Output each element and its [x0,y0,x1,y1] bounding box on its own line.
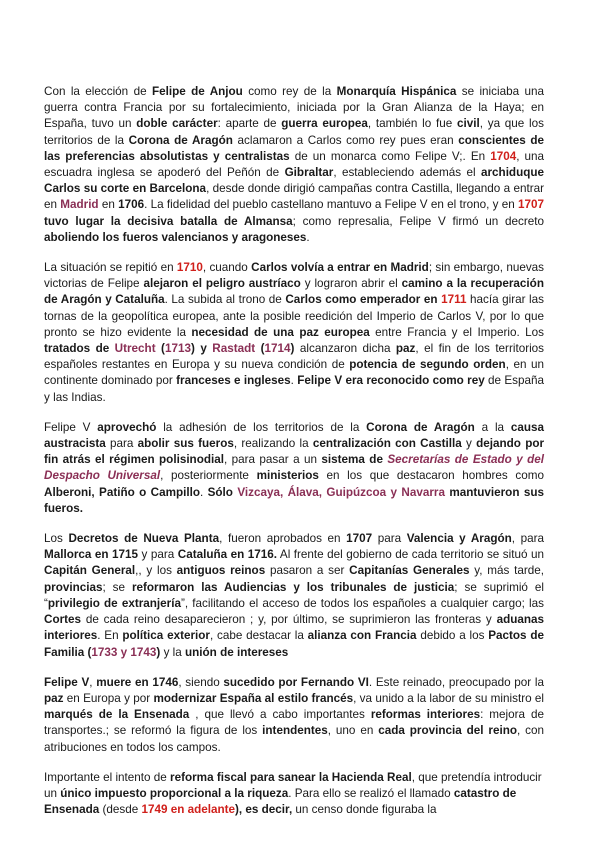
emphasis-text: 1704 [490,149,517,163]
body-text: entre Francia y el Imperio. Los [369,325,544,339]
emphasis-text: Carlos volvía a entrar en Madrid [251,261,429,275]
body-text: , cabe destacar la [209,629,308,643]
body-text: y la [160,645,186,659]
emphasis-text: cada provincia del reino [378,724,518,738]
body-text: la adhesión de los territorios de la [156,420,367,434]
emphasis-text: Valencia y Aragón [406,532,512,546]
body-text: ; sin embargo, nuevas victorias de Felipe [44,261,545,291]
emphasis-text: Pactos de Familia [44,629,544,659]
emphasis-text: paz [44,691,64,705]
emphasis-text: ministerios [256,469,319,483]
emphasis-text: unión de intereses [185,645,289,659]
body-text: , fueron aprobados en [219,532,347,546]
emphasis-text: ( [155,342,165,356]
emphasis-text: antiguos reinos [176,564,266,578]
body-text: . Para ello se realizó el llamado [288,786,454,800]
emphasis-text: catastro de Ensenada [44,786,517,817]
body-text: , con atribuciones en todos los campos. [44,724,545,754]
body-text: a la [474,420,511,434]
paragraph-reforma-fiscal [44,770,544,819]
paragraph-nueva-planta [44,531,544,661]
body-text: (desde [99,803,142,817]
emphasis-text: intendentes [262,724,328,738]
body-text: , una escuadra inglesa se apoderó del Peñón de [44,149,545,180]
body-text: , ya que los territorios de la [44,117,544,147]
emphasis-text: camino a la recuperación de Aragón y Cataluña [44,277,544,307]
emphasis-text: causa austracista [44,420,545,451]
emphasis-text: potencia de segundo orden [349,358,506,372]
emphasis-text: dejando por fin atrás el régimen polisinodial [44,437,545,467]
body-text: , realizando la [233,437,313,451]
body-text: , cuando [202,261,252,275]
emphasis-text: mantuvieron sus fueros. [44,485,544,515]
body-text: Con la elección de [44,85,152,98]
emphasis-text: 1706 [118,198,145,212]
body-text: , para [511,532,544,546]
body-text: Importante el intento de [44,770,171,784]
body-text: : mejora de transportes.; se reformó la figura de los [44,708,545,738]
emphasis-text: Felipe V era reconocido como rey [297,374,485,388]
emphasis-text: ) [156,645,161,659]
emphasis-text: ( [255,342,265,356]
body-text: Al frente del gobierno de cada territorio se situó un [277,548,544,562]
emphasis-text: 1713 [164,342,191,356]
body-text: . La subida al trono de [164,293,286,307]
body-text: . [290,374,298,388]
emphasis-text: ) [290,342,295,356]
emphasis-text: 1714 [264,342,291,356]
body-text: , uno en [327,724,379,738]
body-text: . [306,230,310,244]
emphasis-text: sucedido por Fernando VI [223,675,369,689]
body-text: . La fidelidad del pueblo castellano mantuvo a Felipe V en el trono, y en [144,198,518,212]
emphasis-text: 1749 en adelante [141,803,236,817]
emphasis-text: doble carácter [136,117,218,131]
body-text: ; como represalia, Felipe V firmó un decreto [292,214,544,228]
emphasis-text: Cataluña en 1716. [177,548,278,562]
emphasis-text: Corona de Aragón [366,420,475,434]
body-text: aclamaron a Carlos como rey pues eran [232,133,459,147]
body-text: en los que destacaron hombres como [318,469,544,483]
emphasis-text: franceses e ingleses [176,374,291,388]
emphasis-text: necesidad de una paz europea [191,325,370,339]
body-text: como rey de la [242,85,337,98]
emphasis-text: conscientes de las preferencias absolutistas y centralistas [44,133,544,163]
emphasis-text: centralización con Castilla [312,437,462,451]
emphasis-text: reformaron las Audiencias y los tribunales de justicia [131,580,455,594]
emphasis-text: 1711 [441,293,467,307]
body-text: pasaron a ser [265,564,350,578]
emphasis-text: Utrecht [114,342,156,356]
body-text: , el fin de los territorios españoles restantes en Europa y su nueva condición de [44,342,545,372]
body-text: , que llevó a cabo importantes [189,708,371,722]
emphasis-text: ) y [190,342,213,356]
emphasis-text: 1733 y 1743 [91,645,157,659]
emphasis-text: reforma fiscal para sanear la Hacienda Real [170,770,412,784]
body-text: y para [138,548,178,562]
body-text: , [89,675,97,689]
emphasis-text: Secretarías de Estado y del Despacho Universal [44,453,544,483]
body-text: para [105,437,138,451]
emphasis-text: privilegio de extranjería [47,596,181,610]
emphasis-text: Carlos como emperador en [285,293,442,307]
body-text: de cada reino desaparecieron ; y, por último, se suprimieron las fronteras y [81,613,497,627]
emphasis-text: muere en 1746 [96,675,179,689]
emphasis-text: Madrid [60,198,99,212]
emphasis-text: Felipe V [44,675,90,689]
body-text: de España y las Indias. [44,374,544,404]
emphasis-text: tuvo lugar la decisiva batalla de Almansa [44,214,293,228]
emphasis-text: Cortes [44,613,82,627]
emphasis-text: paz [395,342,416,356]
emphasis-text: marqués de la Ensenada [44,708,190,722]
body-text: , posteriormente [160,469,257,483]
emphasis-text: Gibraltar [284,166,334,180]
body-text: . En [97,629,123,643]
body-text: , desde donde dirigió campañas contra Castilla, llegando a entrar en [44,182,544,212]
emphasis-text: tratados de [44,342,115,356]
emphasis-text: guerra europea [281,117,368,131]
emphasis-text: aboliendo los fueros valencianos y aragoneses [44,230,307,244]
emphasis-text: Corona de Aragón [128,133,233,147]
body-text: ,, y los [135,564,177,578]
body-text: Felipe V [44,420,98,434]
emphasis-text: Capitanías Generales [349,564,470,578]
emphasis-text: Felipe de Anjou [151,85,243,98]
body-text: ; se suprimió el “ [44,580,544,610]
emphasis-text: política exterior [122,629,210,643]
body-text: , en un continente dominado por [44,358,544,388]
body-text: un censo donde figuraba la [292,803,437,817]
body-text: hacía girar las tornas de la geopolítica europea, ante la posible reedición del Imperio de Carlos V, por lo que pronto se hizo evidente la [44,293,544,339]
body-text: y [461,437,477,451]
emphasis-text: Vizcaya, Álava, Guipúzcoa y Navarra [237,485,445,499]
body-text: y, más tarde, [469,564,544,578]
paragraph-paz-utrecht [44,260,544,406]
body-text: de un monarca como Felipe V;. En [289,149,491,163]
body-text: , que pretendía introducir un [44,770,542,800]
body-text: . [199,485,208,499]
emphasis-text: alejaron el peligro austríaco [143,277,301,291]
paragraph-guerra-sucesion [44,84,544,246]
emphasis-text: civil [456,117,480,131]
body-text: alcanzaron dicha [294,342,396,356]
body-text: , también lo fue [367,117,457,131]
body-text: ; se [102,580,132,594]
emphasis-text: sistema de [321,453,388,467]
emphasis-text: archiduque Carlos su corte en Barcelona [44,166,544,196]
body-text: , estableciendo además el [333,166,481,180]
emphasis-text: abolir sus fueros [137,437,234,451]
emphasis-text: Alberoni, Patiño o Campillo [44,485,200,499]
emphasis-text: provincias [44,580,103,594]
body-text: , siendo [178,675,224,689]
body-text: se iniciaba una guerra contra Francia por su fortalecimiento, iniciada por la Gran Alianza de la Haya; en España, tuvo un [44,85,544,131]
emphasis-text: ( [84,645,92,659]
body-text: en [98,198,119,212]
paragraph-centralizacion [44,420,544,517]
emphasis-text: 1710 [176,261,203,275]
emphasis-text: Rastadt [212,342,256,356]
document-page [44,84,544,818]
body-text: La situación se repitió en [44,261,177,275]
body-text: y lograron abrir el [300,277,402,291]
body-text: para [372,532,407,546]
emphasis-text: Monarquía Hispánica [336,85,457,98]
emphasis-text: modernizar España al estilo francés [153,691,354,705]
emphasis-text: aduanas interiores [44,613,544,643]
body-text: en Europa y por [63,691,154,705]
body-text: : aparte de [217,117,282,131]
emphasis-text: único impuesto proporcional a la riqueza [60,786,289,800]
emphasis-text: Mallorca en 1715 [44,548,139,562]
body-text: debido a los [416,629,489,643]
body-text: , para pasar a un [223,453,322,467]
body-text: Los [44,532,69,546]
emphasis-text: 1707 [517,198,544,212]
emphasis-text: ), es decir, [235,803,293,817]
emphasis-text: Decretos de Nueva Planta [68,532,220,546]
emphasis-text: Sólo [207,485,238,499]
emphasis-text: Capitán General [44,564,136,578]
body-text: ”, facilitando el acceso de todos los españoles a cualquier cargo; las [180,596,544,610]
emphasis-text: alianza con Francia [307,629,417,643]
emphasis-text: 1707 [346,532,373,546]
paragraph-fernando-vi [44,675,544,756]
emphasis-text: aprovechó [97,420,157,434]
body-text: . Este reinado, preocupado por la [368,675,544,689]
emphasis-text: reformas interiores [370,708,481,722]
body-text: , va unido a la labor de su ministro el [353,691,544,705]
